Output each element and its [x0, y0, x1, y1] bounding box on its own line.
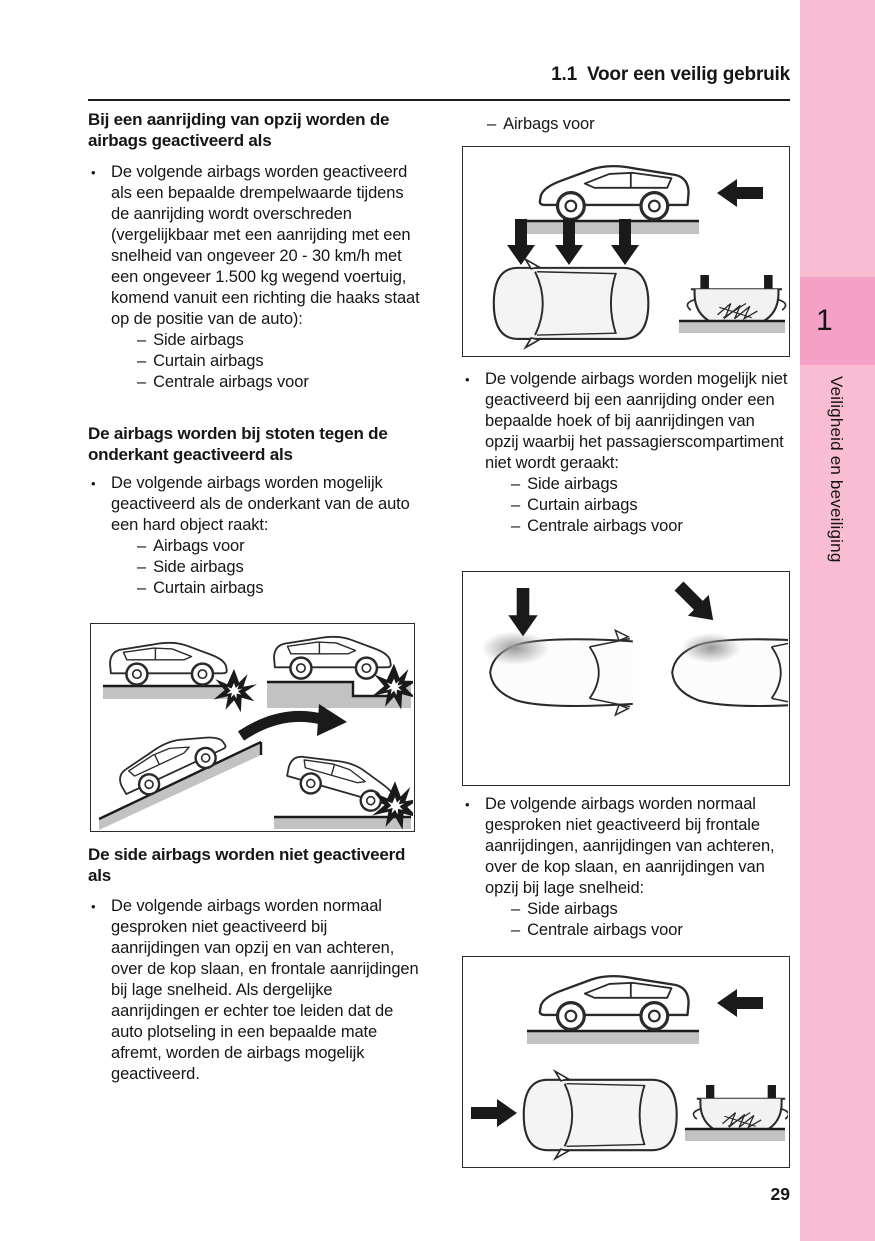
- bullet-marker: •: [91, 476, 96, 491]
- list-item: – Centrale airbags voor: [511, 921, 683, 939]
- figure-rear-roof-rollover: [462, 146, 790, 357]
- figure-undercarriage-impacts: [90, 623, 415, 832]
- list-item: – Centrale airbags voor: [511, 517, 683, 535]
- bullet-text: De volgende airbags worden geactiveerd als een bepaalde drempelwaarde tijdens de aanrijding wordt overschreden (vergelijkbaar met een aanrijding met een snelheid van ongeveer 20 - 30 km/h met een ongeveer 1.500 kg wegend voertuig, komend vanuit een richting die haaks staat op de positie van de auto):: [111, 163, 420, 328]
- intro-list-item: – Airbags voor: [487, 115, 595, 133]
- chapter-label: Veiligheid en beveiliging: [827, 376, 846, 563]
- bullet-text: De volgende airbags worden mogelijk geactiveerd als de onderkant van de auto een hard object raakt:: [111, 474, 410, 534]
- chapter-number: 1: [816, 304, 833, 337]
- airbag-list: [511, 474, 792, 537]
- figure-rear-front-rollover: [462, 956, 790, 1168]
- list-item: – Curtain airbags: [137, 352, 264, 370]
- bullet-not-activated-normal: [462, 794, 792, 941]
- section-title: Voor een veilig gebruik: [586, 64, 790, 85]
- heading-side-airbags-not: De side airbags worden niet geactiveerd als: [88, 845, 406, 885]
- rear-front-rollover-illustration: [463, 957, 788, 1166]
- list-item: – Centrale airbags voor: [137, 373, 309, 391]
- bullet-text: De volgende airbags worden normaal gesproken niet geactiveerd bij aanrijdingen van opzij en van achteren, over de kop slaan, en frontale aanrijdingen bij lage snelheid. Als dergelijke aanrijdingen er echter toe leiden dat de auto plotseling in een bepaalde mate afremt, worden de airbags mogelijk geactiveerd.: [111, 897, 419, 1083]
- airbag-list: [511, 899, 792, 941]
- chapter-tab: [800, 277, 875, 365]
- airbag-list: [137, 536, 420, 599]
- bullet-undercarriage: [88, 473, 420, 599]
- list-item: – Side airbags: [137, 331, 244, 349]
- bullet-not-activated-angle: [462, 369, 792, 537]
- front-corner-impacts-illustration: [463, 572, 788, 784]
- header-rule: [88, 99, 790, 101]
- page-header: [88, 64, 790, 86]
- chapter-color-strip: [800, 0, 875, 1241]
- bullet-side-airbags-not: [88, 896, 420, 1085]
- section-number: 1.1: [551, 64, 577, 85]
- bullet-marker: •: [465, 372, 470, 387]
- bullet-marker: •: [91, 899, 96, 914]
- bullet-marker: •: [91, 165, 96, 180]
- list-item: – Side airbags: [511, 475, 618, 493]
- undercarriage-impacts-illustration: [91, 624, 413, 830]
- bullet-marker: •: [465, 797, 470, 812]
- bullet-text: De volgende airbags worden normaal gesproken niet geactiveerd bij frontale aanrijdingen, aanrijdingen van achteren, over de kop slaan, en aanrijdingen van opzij bij lage snelheid:: [485, 795, 775, 897]
- list-item: – Curtain airbags: [511, 496, 638, 514]
- list-item: – Airbags voor: [137, 537, 245, 555]
- list-item: – Curtain airbags: [137, 579, 264, 597]
- bullet-side-collision: [88, 162, 420, 393]
- bullet-text: De volgende airbags worden mogelijk niet geactiveerd bij een aanrijding onder een bepaalde hoek of bij aanrijdingen van opzij waarbij het passagierscompartiment niet wordt geraakt:: [485, 370, 788, 472]
- page-number: 29: [770, 1184, 790, 1204]
- rear-roof-rollover-illustration: [463, 147, 788, 355]
- list-item: – Side airbags: [137, 558, 244, 576]
- figure-front-corner-impacts: [462, 571, 790, 786]
- airbag-list: [137, 330, 420, 393]
- list-item: – Side airbags: [511, 900, 618, 918]
- heading-side-collision: Bij een aanrijding van opzij worden de airbags geactiveerd als: [88, 110, 390, 150]
- heading-undercarriage: De airbags worden bij stoten tegen de onderkant geactiveerd als: [88, 424, 388, 464]
